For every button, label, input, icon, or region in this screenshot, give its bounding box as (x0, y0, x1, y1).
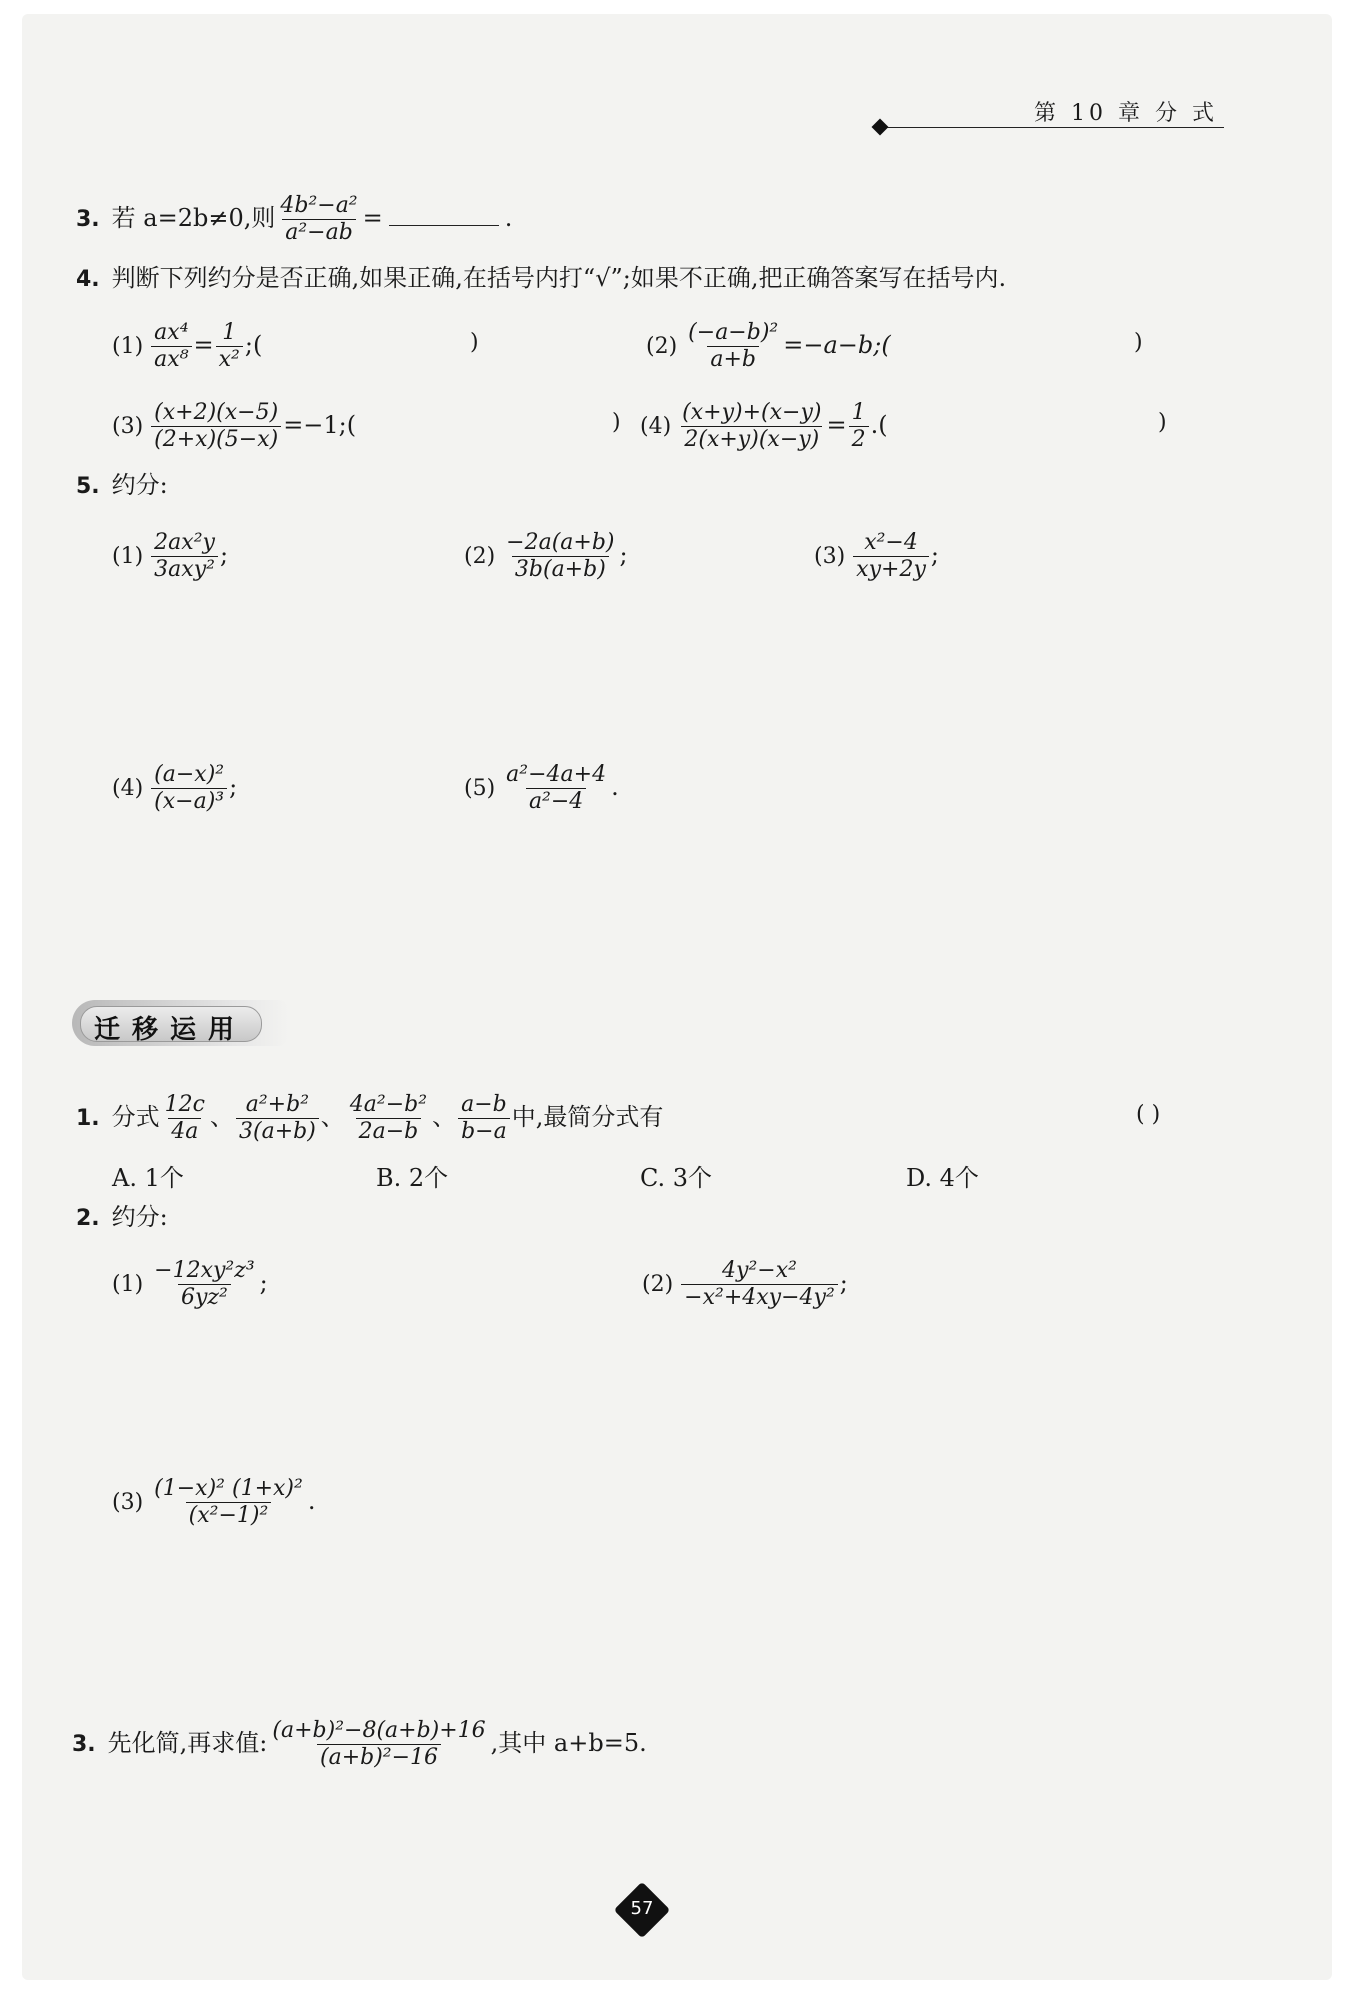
fraction: $\frac{\text{(−a−b)²}}{a+b}$ (688, 320, 779, 372)
fraction: $\frac{\text{(a+b)²−8(a+b)+16}}{\text{(a+b)²−16}}$ (272, 1718, 486, 1770)
answer-blank[interactable] (389, 205, 499, 226)
page-background (22, 14, 1332, 1980)
chapter-header (874, 96, 1224, 126)
fraction: $\frac{-2a(a+b)}{3b(a+b)}$ (506, 530, 615, 582)
fraction: $\frac{\text{4a²−b²}}{2a-b}$ (349, 1092, 428, 1144)
page-number-badge (620, 1888, 664, 1932)
question-number: 1. (76, 1106, 100, 1131)
section-question-1: 1. 分式 $\frac{12c}{4a}$ 、 $\frac{\text{a²+b²}}{3(a+b)}$ 、 $\frac{\text{4a²−b²}}{2a-b}$ 、 $\frac{a-b}{b-a}$ 中,最简分式有 (76, 1092, 664, 1144)
fraction: $\frac{(x+2)(x-5)}{(2+x)(5-x)}$ (151, 400, 281, 453)
q5-item-4: (4) $\frac{\text{(a−x)²}}{\text{(x−a)³}}$ ; (112, 762, 238, 814)
s2-item-2: (2) $\frac{\text{4y²−x²}}{\text{−x²+4xy−4y²}}$ ; (642, 1258, 848, 1310)
fraction: $\frac{\text{x²−4}}{xy+2y}$ (853, 530, 929, 583)
fraction: $\frac{\text{ax⁴}}{\text{ax⁸}}$ (151, 320, 191, 373)
fraction: $\frac{\text{a²−4a+4}}{\text{a²−4}}$ (506, 762, 607, 814)
question-number: 5. (76, 474, 100, 499)
question-number: 3. (72, 1732, 96, 1757)
answer-paren-close[interactable]: ) (1158, 410, 1167, 435)
section-question-3: 3. 先化简,再求值: $\frac{\text{(a+b)²−8(a+b)+16}}{\text{(a+b)²−16}}$ ,其中 a+b=5. (72, 1718, 647, 1770)
choice-a[interactable]: A. 1个 (112, 1164, 184, 1192)
page-number: 57 (630, 1898, 654, 1919)
header-rule (884, 127, 1224, 128)
q4-item-3: (3) $\frac{(x+2)(x-5)}{(2+x)(5-x)}$ =−1;( (112, 400, 357, 452)
question-text: 若 a=2b≠0,则 (111, 204, 276, 232)
fraction: $\frac{a-b}{b-a}$ (458, 1092, 510, 1145)
question-number: 3. (76, 207, 100, 232)
answer-paren-close[interactable]: ) (470, 330, 479, 355)
section-question-2: 2. 约分: (76, 1203, 168, 1231)
q4-item-2: (2) $\frac{\text{(−a−b)²}}{a+b}$ =−a−b;( (646, 320, 891, 372)
choice-c[interactable]: C. 3个 (640, 1164, 713, 1192)
q5-item-3: (3) $\frac{\text{x²−4}}{xy+2y}$ ; (814, 530, 939, 582)
q5-item-5: (5) $\frac{\text{a²−4a+4}}{\text{a²−4}}$ . (464, 762, 619, 814)
question-text: 约分: (111, 471, 168, 499)
fraction: $\frac{\text{a²+b²}}{3(a+b)}$ (236, 1092, 319, 1145)
question-3: 3. 若 a=2b≠0,则 $\frac{\text{4b²−a²}}{\text{a²−ab}}$ = . (76, 193, 513, 245)
section-title: 迁移运用 (94, 1015, 247, 1045)
choice-d[interactable]: D. 4个 (906, 1164, 979, 1192)
question-5 (76, 470, 168, 502)
answer-paren-close[interactable]: ) (612, 410, 621, 435)
fraction: $\frac{(x+y)+(x-y)}{2(x+y)(x-y)}$ (682, 400, 822, 452)
fraction: $\frac{1}{\text{x²}}$ (216, 320, 243, 373)
question-number: 2. (76, 1206, 100, 1231)
fraction: $\frac{\text{(a−x)²}}{\text{(x−a)³}}$ (151, 762, 227, 815)
fraction: $\frac{1}{2}$ (849, 400, 869, 453)
question-text: 判断下列约分是否正确,如果正确,在括号内打“√”;如果不正确,把正确答案写在括号内. (111, 264, 1007, 292)
question-4 (76, 263, 1006, 295)
fraction: $\frac{\text{2ax²y}}{\text{3axy²}}$ (151, 530, 218, 583)
fraction: $\frac{\text{−12xy²z³}}{\text{6yz²}}$ (154, 1258, 255, 1310)
choice-b[interactable]: B. 2个 (376, 1164, 449, 1192)
q4-item-4: (4) $\frac{(x+y)+(x-y)}{2(x+y)(x-y)}$ = $\frac{1}{2}$ .( (640, 400, 888, 452)
q4-item-1: (1) $\frac{\text{ax⁴}}{\text{ax⁸}}$ = $\frac{1}{\text{x²}}$ ;( (112, 320, 263, 372)
chapter-title: 第 10 章 分 式 (1034, 101, 1218, 126)
q5-item-1: (1) $\frac{\text{2ax²y}}{\text{3axy²}}$ ; (112, 530, 229, 582)
question-number: 4. (76, 267, 100, 292)
fraction: $\frac{\text{4y²−x²}}{\text{−x²+4xy−4y²}}$ (681, 1258, 838, 1311)
fraction: $\frac{\text{(1−x)² (1+x)²}}{\text{(x²−1)²}}$ (154, 1476, 303, 1528)
answer-paren-close[interactable]: ) (1134, 330, 1143, 355)
q5-item-2: (2) $\frac{-2a(a+b)}{3b(a+b)}$ ; (464, 530, 628, 582)
section-banner (72, 1000, 288, 1046)
answer-paren[interactable]: ( ) (1136, 1102, 1161, 1127)
fraction: $\frac{\text{4b²−a²}}{\text{a²−ab}}$ (280, 193, 358, 245)
s2-item-1: (1) $\frac{\text{−12xy²z³}}{\text{6yz²}}$ ; (112, 1258, 268, 1310)
fraction: $\frac{12c}{4a}$ (164, 1092, 205, 1144)
s2-item-3: (3) $\frac{\text{(1−x)² (1+x)²}}{\text{(x²−1)²}}$ . (112, 1476, 316, 1528)
